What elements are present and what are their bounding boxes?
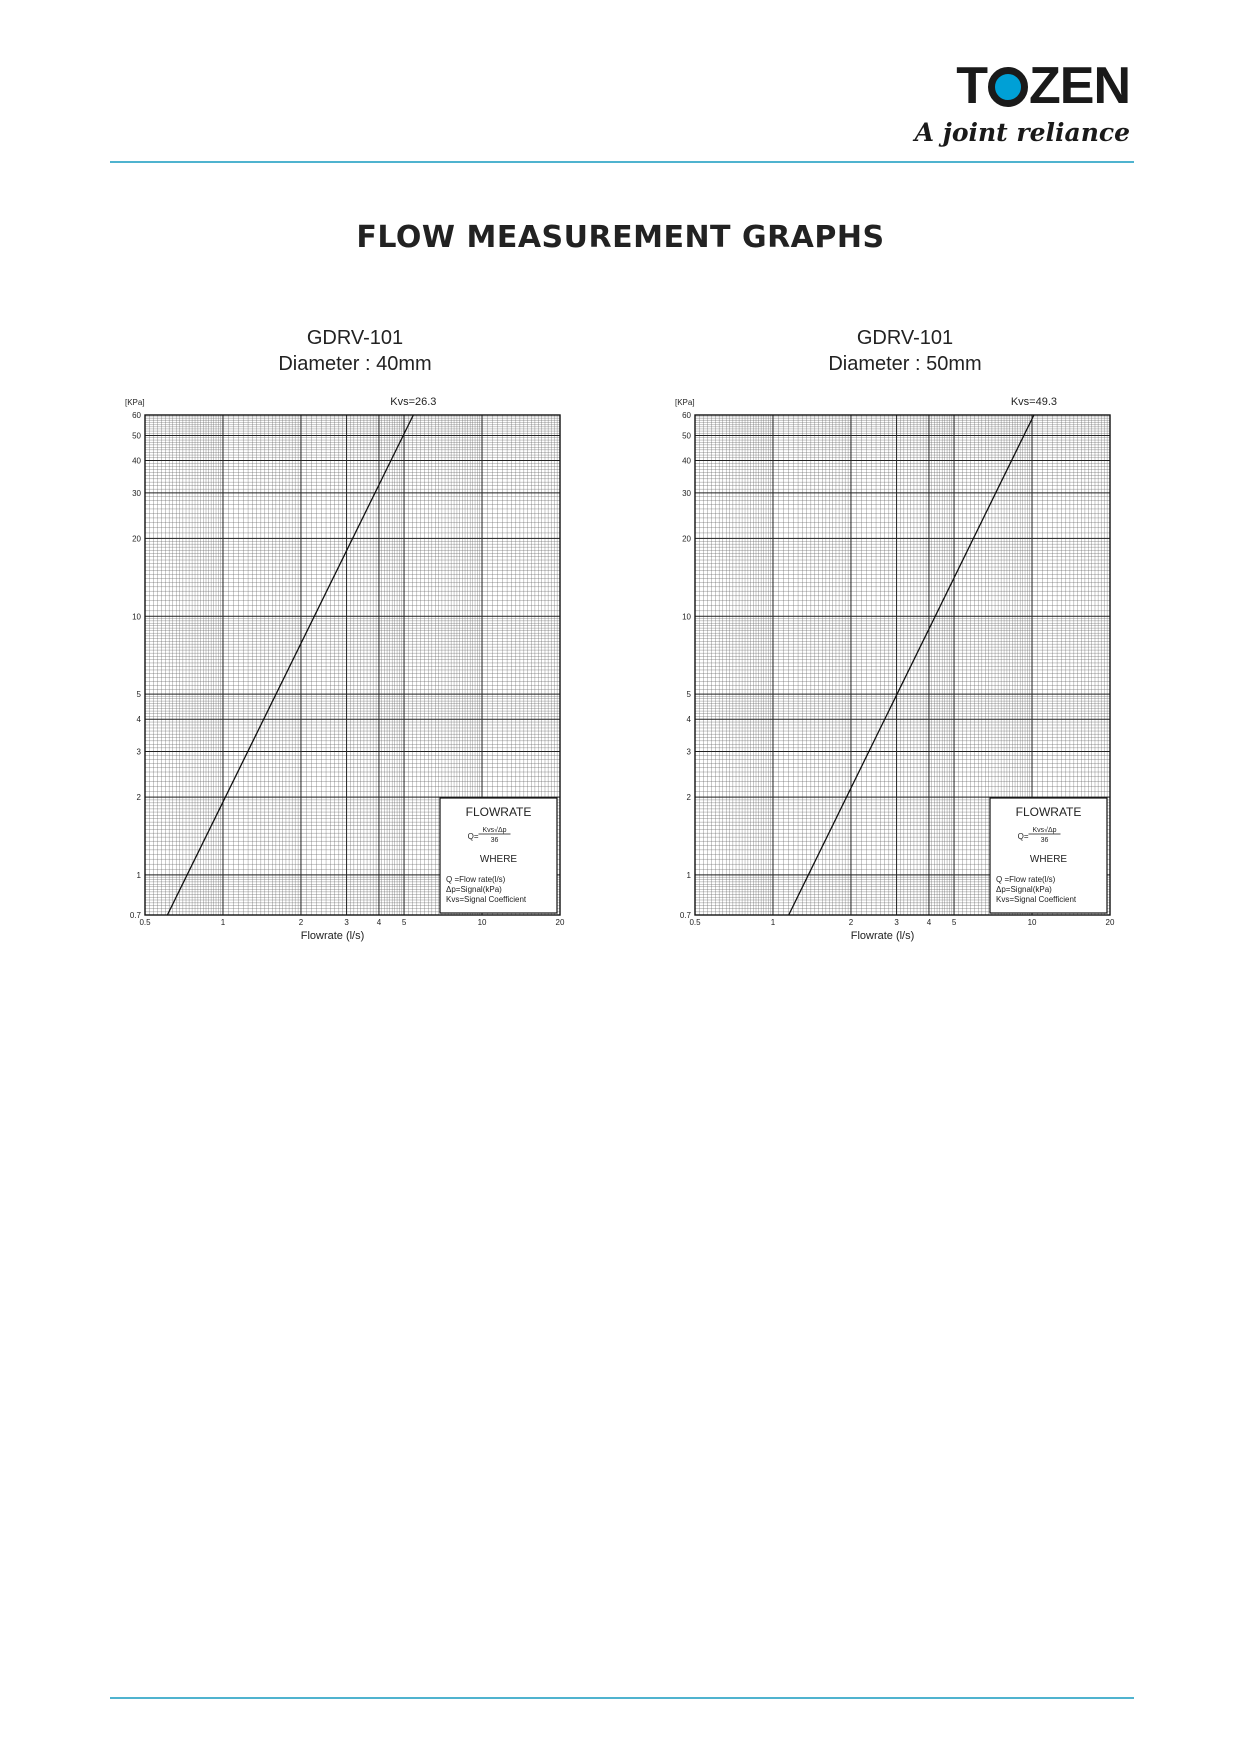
y-tick-label: 10 <box>682 612 691 622</box>
chart-block-40mm <box>110 325 580 947</box>
y-tick-label: 5 <box>686 690 691 700</box>
chart-model: GDRV-101 <box>306 327 404 349</box>
formula-numerator: Kvs√Δp <box>482 827 507 834</box>
logo-wordmark <box>956 57 1130 115</box>
x-tick-label: 5 <box>951 918 957 927</box>
y-tick-label: 1 <box>686 870 691 880</box>
formula-denominator: 36 <box>1040 837 1049 844</box>
legend-title: FLOWRATE <box>465 805 532 819</box>
y-tick-label: 50 <box>682 431 691 441</box>
y-tick-label: 2 <box>136 793 141 803</box>
y-tick-label: 4 <box>136 715 141 725</box>
y-tick-label: 0.7 <box>129 911 141 920</box>
x-tick-label: 10 <box>1027 918 1037 927</box>
x-tick-label: 1 <box>770 918 776 927</box>
y-tick-label: 20 <box>132 534 141 544</box>
chart-block-50mm <box>660 325 1130 947</box>
legend-definition: Kvs=Signal Coefficient <box>996 895 1077 904</box>
kvs-label: Kvs=26.3 <box>390 396 437 408</box>
x-tick-label: 4 <box>376 918 382 927</box>
logo-letter-t: T <box>956 57 987 115</box>
y-tick-label: 1 <box>136 870 141 880</box>
page-title: FLOW MEASUREMENT GRAPHS <box>356 220 885 255</box>
y-tick-label: 40 <box>682 456 691 466</box>
legend-title: FLOWRATE <box>1015 805 1082 819</box>
x-tick-label: 20 <box>555 918 565 927</box>
logo-o-circle <box>988 67 1028 107</box>
x-tick-label: 3 <box>894 918 899 927</box>
legend-definition: Δp=Signal(kPa) <box>996 885 1052 894</box>
legend-definition: Q =Flow rate(l/s) <box>996 875 1056 884</box>
y-unit-label: [KPa] <box>675 398 695 407</box>
y-tick-label: 0.7 <box>679 911 691 920</box>
legend-where: WHERE <box>479 854 518 865</box>
y-tick-label: 10 <box>132 612 141 622</box>
formula-q: Q= <box>467 832 479 841</box>
y-unit-label: [KPa] <box>125 398 145 407</box>
x-tick-label: 0.5 <box>139 918 151 927</box>
x-tick-label: 2 <box>298 918 304 927</box>
chart-diameter: Diameter : 40mm <box>278 353 432 375</box>
y-tick-label: 4 <box>686 715 691 725</box>
x-tick-label: 20 <box>1105 918 1115 927</box>
logo-letters-zen: ZEN <box>1029 57 1130 115</box>
x-tick-label: 1 <box>220 918 226 927</box>
tozen-logo <box>914 57 1130 155</box>
formula-q: Q= <box>1017 832 1029 841</box>
y-tick-label: 40 <box>132 456 141 466</box>
flow-chart-50mm <box>660 387 1130 947</box>
y-tick-label: 5 <box>136 690 141 700</box>
chart-model: GDRV-101 <box>856 327 954 349</box>
kvs-series-line <box>167 415 413 915</box>
x-tick-label: 10 <box>477 918 487 927</box>
chart-diameter: Diameter : 50mm <box>828 353 982 375</box>
legend-definition: Δp=Signal(kPa) <box>446 885 502 894</box>
y-tick-label: 50 <box>132 431 141 441</box>
x-axis-label: Flowrate (l/s) <box>300 930 365 942</box>
y-tick-label: 3 <box>686 747 691 757</box>
flowrate-legend-box <box>990 798 1107 913</box>
x-tick-label: 4 <box>926 918 932 927</box>
flowrate-legend-box <box>440 798 557 913</box>
formula-numerator: Kvs√Δp <box>1032 827 1057 834</box>
x-axis-label: Flowrate (l/s) <box>850 930 915 942</box>
y-tick-label: 20 <box>682 534 691 544</box>
legend-definition: Q =Flow rate(l/s) <box>446 875 506 884</box>
y-tick-label: 60 <box>682 411 691 420</box>
x-tick-label: 3 <box>344 918 349 927</box>
x-tick-label: 2 <box>848 918 854 927</box>
x-tick-label: 5 <box>401 918 407 927</box>
footer-rule <box>110 1697 1134 1699</box>
y-tick-label: 60 <box>132 411 141 420</box>
header-rule <box>110 161 1134 163</box>
y-tick-label: 30 <box>682 488 691 498</box>
logo-tagline: A joint reliance <box>914 118 1130 147</box>
legend-definition: Kvs=Signal Coefficient <box>446 895 527 904</box>
y-tick-label: 3 <box>136 747 141 757</box>
x-tick-label: 0.5 <box>689 918 701 927</box>
y-tick-label: 2 <box>686 793 691 803</box>
legend-where: WHERE <box>1029 854 1068 865</box>
kvs-label: Kvs=49.3 <box>1010 396 1058 408</box>
formula-denominator: 36 <box>490 837 499 844</box>
flow-chart-40mm <box>110 387 580 947</box>
y-tick-label: 30 <box>132 488 141 498</box>
